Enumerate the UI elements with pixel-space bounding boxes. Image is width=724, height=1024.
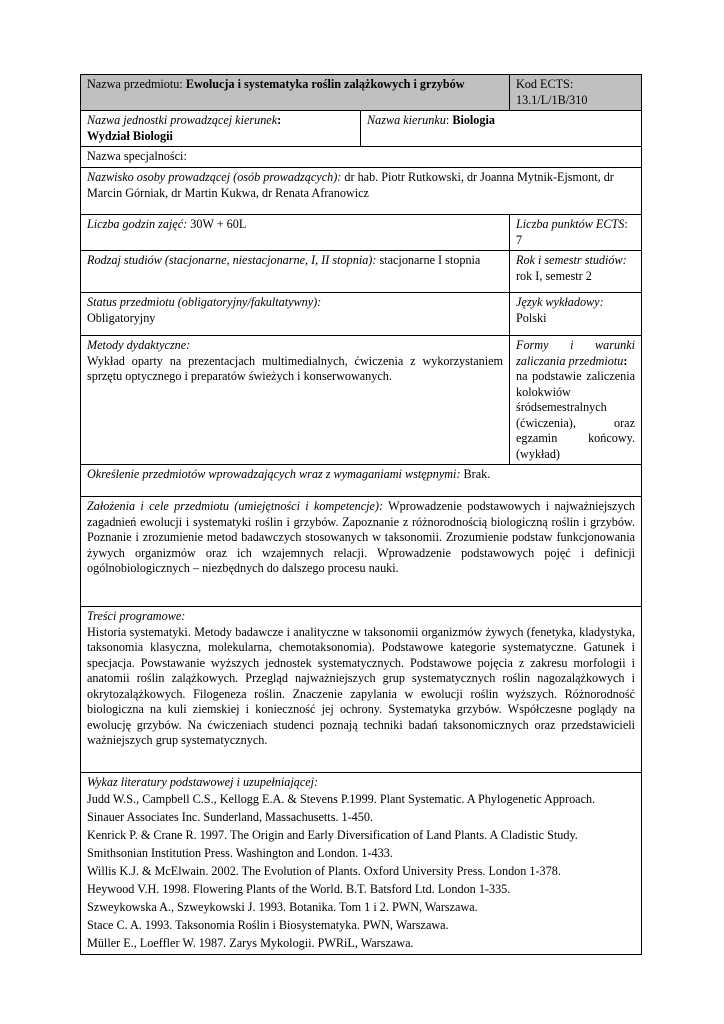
row-specialty [81,147,642,168]
status-cell [81,293,510,336]
row-lecturers [81,168,642,215]
row-unit [81,111,642,147]
prereq-value: Brak. [460,467,491,481]
lecturers-value: dr hab. Piotr Rutkowski, dr Joanna Mytnik-Ejsmont, dr Marcin Górniak, dr Martin Kukwa, dr Renata Afranowicz [87,170,614,200]
specialty-label: Nazwa specjalności: [87,149,187,163]
literature-item: Kenrick P. & Crane R. 1997. The Origin and Early Diversification of Land Plants. A Cladistic Study. Smithsonian Institution Press. Washington and London. 1-433. [87,828,578,860]
syllabus-sheet [80,74,641,955]
row-content [81,607,642,773]
language-label: Język wykładowy: [516,295,604,309]
study-type-label: Rodzaj studiów (stacjonarne, niestacjonarne, I, II stopnia): [87,253,377,267]
row-status [81,293,642,336]
forms-cell [510,336,642,465]
row-goals [81,497,642,607]
content-value: Historia systematyki. Metody badawcze i analityczne w taksonomii organizmów żywych (fenetyka, kladystyka, taksonomia klasyczna, molekularna, chemotaksonomia). Podstawowe kategorie systematyczne. Gatunek i specjacja. Powstawanie wyższych jednostek systematycznych. Podstawowe pojęcia z zakresu morfologii i anatomii roślin zalążkowych. Przegląd najważniejszych grup systematycznych roślin nagozalążkowych i okrytozalążkowych. Filogeneza roślin. Znaczenie zapylania w ewolucji roślin wyższych. Różnorodność biologiczna na kuli ziemskiej i konieczność jej ochrony. Systematyka grzybów. Współczesne poglądy na ewolucję grzybów. Na ćwiczeniach studenci poznają techniki badań taksonomicznych oraz przedstawicieli ważniejszych grup systematycznych. [87,624,635,747]
hours-cell [81,215,510,251]
literature-item: Stace C. A. 1993. Taksonomia Roślin i Biosystematyka. PWN, Warszawa. [87,918,449,932]
row-study [81,251,642,293]
study-year-cell [510,251,642,293]
status-value: Obligatoryjny [87,310,156,325]
unit-cell [81,111,361,147]
ects-code-cell [510,75,642,111]
language-cell [510,293,642,336]
row-methods [81,336,642,465]
literature-cell [81,773,642,955]
subject-label: Nazwa przedmiotu: [87,77,186,91]
unit-colon: : [277,113,282,127]
literature-item: Judd W.S., Campbell C.S., Kellogg E.A. & Stevens P.1999. Plant Systematic. A Phylogenetic Approach. Sinauer Associates Inc. Sunderland, Massachusetts. 1-450. [87,792,596,824]
row-hours [81,215,642,251]
row-subject [81,75,642,111]
unit-value: Wydział Biologii [87,128,173,143]
literature-label: Wykaz literatury podstawowej i uzupełniającej: [87,775,319,789]
ects-points-cell [510,215,642,251]
content-label: Treści programowe: [87,609,186,623]
methods-cell [81,336,510,465]
row-literature [81,773,642,955]
goals-value: Wprowadzenie podstawowych i najważniejszych zagadnień ewolucji i systematyki roślin i grzybów. Zapoznanie z różnorodnością biologiczną roślin i grzybów. Poznanie i zrozumienie metod badawczych stosowanych w taksonomii. Zrozumienie podstaw funkcjonowania żywych organizmów oraz ich wzajemnych relacji. Wprowadzenie podstawowych pojęć i definicji ogólnobiologicznych – niezbędnych do dalszego procesu nauki. [87,499,635,575]
methods-value: Wykład oparty na prezentacjach multimedialnych, ćwiczenia z wykorzystaniem sprzętu optycznego i preparatów świeżych i konserwowanych. [87,353,503,383]
goals-label: Założenia i cele przedmiotu (umiejętności i kompetencje): [87,499,384,513]
prereq-label: Określenie przedmiotów wprowadzających wraz z wymaganiami wstępnymi: [87,467,461,481]
literature-item: Willis K.J. & McElwain. 2002. The Evolution of Plants. Oxford University Press. London 1-378. [87,864,561,878]
field-value: Biologia [452,113,495,127]
forms-label: Formy i warunki zaliczania przedmiotu [516,338,635,368]
methods-label: Metody dydaktyczne: [87,338,191,352]
ects-points-label: Liczba punktów ECTS [516,217,625,231]
literature-item: Heywood V.H. 1998. Flowering Plants of the World. B.T. Batsford Ltd. London 1-335. [87,882,511,896]
study-type-cell [81,251,510,293]
subject-cell [81,75,510,111]
literature-item: Müller E., Loeffler W. 1987. Zarys Mykologii. PWRiL, Warszawa. [87,936,414,950]
field-sep: : [445,113,453,127]
forms-value: na podstawie zaliczenia kolokwiów śródsemestralnych (ćwiczenia), oraz egzamin końcowy.(wykład) [516,369,635,461]
ects-code-value: 13.1/L/1B/310 [516,92,588,107]
study-type-value: stacjonarne I stopnia [376,253,481,267]
field-cell [361,111,642,147]
status-label: Status przedmiotu (obligatoryjny/fakultatywny): [87,295,322,309]
syllabus-table [80,74,642,955]
content-cell [81,607,642,773]
lecturers-cell [81,168,642,215]
study-year-value: rok I, semestr 2 [516,268,592,283]
goals-cell [81,497,642,607]
hours-value: 30W + 60L [187,217,247,231]
field-label: Nazwa kierunku [367,113,446,127]
literature-item: Szweykowska A., Szweykowski J. 1993. Botanika. Tom 1 i 2. PWN, Warszawa. [87,900,478,914]
forms-colon: : [623,353,628,368]
prereq-cell [81,465,642,497]
ects-code-label: Kod ECTS: [516,77,574,91]
study-year-label: Rok i semestr studiów: [516,253,627,267]
lecturers-label: Nazwisko osoby prowadzącej (osób prowadzących): [87,170,342,184]
specialty-cell [81,147,642,168]
unit-label: Nazwa jednostki prowadzącej kierunek [87,113,278,127]
hours-label: Liczba godzin zajęć: [87,217,188,231]
row-prereq [81,465,642,497]
ects-points-value: : 7 [516,217,628,247]
subject-name: Ewolucja i systematyka roślin zalążkowych i grzybów [185,77,465,91]
language-value: Polski [516,310,547,325]
